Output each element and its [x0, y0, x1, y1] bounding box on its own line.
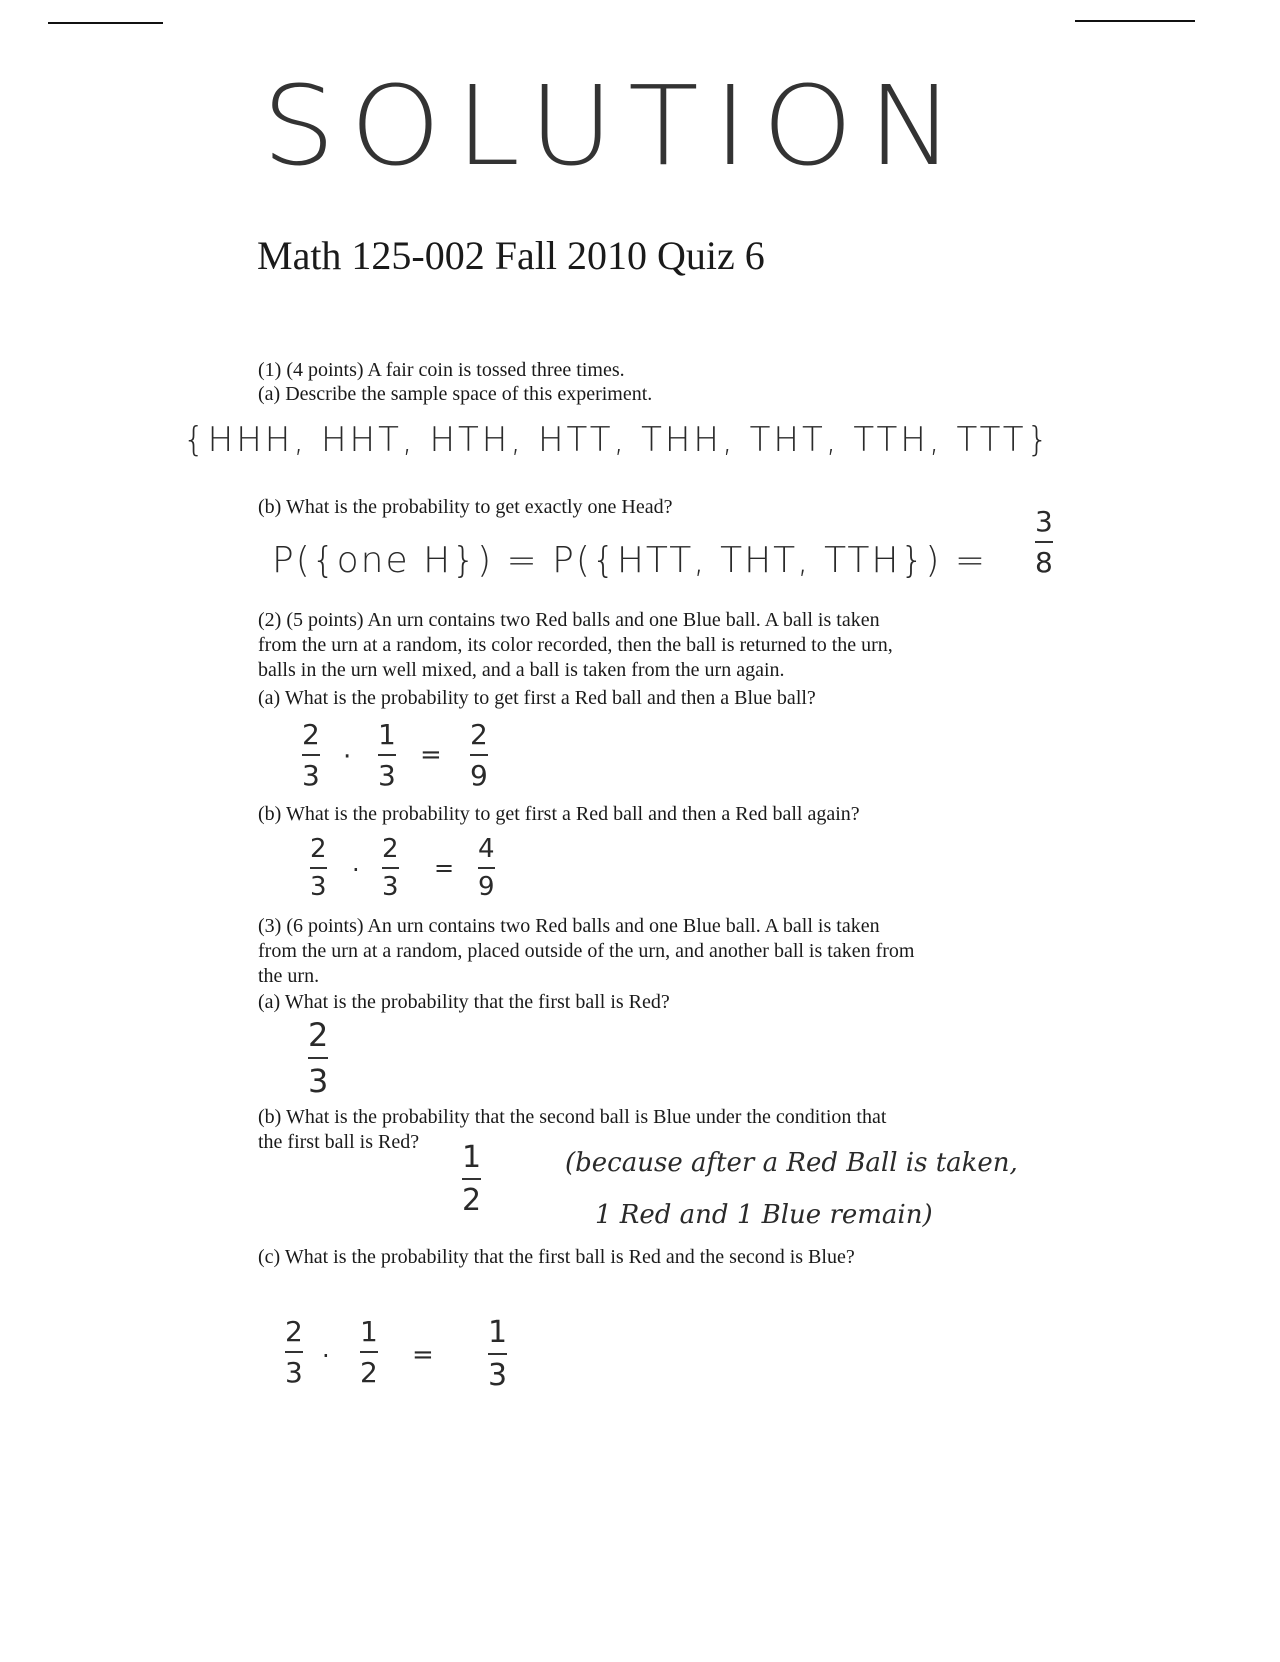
equals-sign: =	[412, 1340, 434, 1370]
equals-sign: =	[434, 854, 455, 882]
q3-text-line2: from the urn at a random, placed outside of the urn, and another ball is taken from	[258, 940, 915, 962]
numerator: 2	[382, 834, 399, 864]
q3-text-line1: (3) (6 points) An urn contains two Red balls and one Blue ball. A ball is taken	[258, 915, 880, 937]
q1a-prompt: (a) Describe the sample space of this experiment.	[258, 383, 653, 405]
fraction-bar	[302, 754, 320, 756]
fraction-bar	[1035, 541, 1053, 543]
fraction-bar	[308, 1057, 328, 1059]
denominator: 3	[308, 1062, 329, 1100]
numerator: 1	[378, 718, 396, 751]
q3b-explanation-line2: 1 Red and 1 Blue remain)	[595, 1200, 933, 1230]
denominator: 9	[478, 872, 495, 902]
q1b-den: 8	[1035, 546, 1053, 579]
q1b-answer: P({one H}) = P({HTT, THT, TTH}) =	[272, 540, 988, 581]
q3b-prompt-line1: (b) What is the probability that the second ball is Blue under the condition that	[258, 1106, 887, 1128]
q3c-fraction-2	[360, 1315, 378, 1389]
q2b-result-fraction	[478, 834, 495, 902]
fraction-bar	[462, 1178, 481, 1180]
top-left-rule	[48, 22, 163, 24]
top-right-rule	[1075, 20, 1195, 22]
q2a-result-fraction	[470, 718, 488, 792]
equals-sign: =	[420, 740, 442, 770]
q1-heading: (1) (4 points) A fair coin is tossed three times.	[258, 359, 625, 381]
q3c-fraction-1	[285, 1315, 303, 1389]
q2a-prompt: (a) What is the probability to get first a Red ball and then a Blue ball?	[258, 687, 816, 709]
q2a-fraction-1	[302, 718, 320, 792]
fraction-bar	[360, 1351, 378, 1353]
fraction-bar	[488, 1353, 507, 1355]
denominator: 3	[378, 759, 396, 792]
q3c-prompt: (c) What is the probability that the first ball is Red and the second is Blue?	[258, 1246, 855, 1268]
numerator: 2	[285, 1315, 303, 1348]
q2b-prompt: (b) What is the probability to get first a Red ball and then a Red ball again?	[258, 803, 860, 825]
fraction-bar	[310, 867, 327, 869]
q2b-fraction-2	[382, 834, 399, 902]
denominator: 3	[382, 872, 399, 902]
q2-text-line2: from the urn at a random, its color recorded, then the ball is returned to the urn,	[258, 634, 893, 656]
q3b-explanation-line1: (because after a Red Ball is taken,	[565, 1148, 1018, 1178]
q1b-num: 3	[1035, 505, 1053, 538]
numerator: 2	[302, 718, 320, 751]
numerator: 2	[470, 718, 488, 751]
multiply-dot: ·	[343, 742, 352, 772]
numerator: 2	[310, 834, 327, 864]
numerator: 1	[488, 1315, 508, 1350]
q2a-fraction-2	[378, 718, 396, 792]
denominator: 9	[470, 759, 488, 792]
q2b-fraction-1	[310, 834, 327, 902]
q1b-result-fraction	[1035, 505, 1053, 579]
denominator: 3	[285, 1356, 303, 1389]
denominator: 3	[302, 759, 320, 792]
numerator: 1	[462, 1140, 482, 1175]
q1b-prompt: (b) What is the probability to get exactly one Head?	[258, 496, 673, 518]
fraction-bar	[285, 1351, 303, 1353]
q1a-answer: {HHH, HHT, HTH, HTT, THH, THT, TTH, TTT}	[183, 420, 1052, 460]
q3a-answer-fraction	[308, 1016, 328, 1100]
fraction-bar	[382, 867, 399, 869]
denominator: 2	[462, 1183, 482, 1218]
quiz-title: Math 125-002 Fall 2010 Quiz 6	[257, 233, 765, 278]
q3c-result-fraction	[488, 1315, 507, 1393]
fraction-bar	[470, 754, 488, 756]
numerator: 4	[478, 834, 495, 864]
q3b-answer-fraction	[462, 1140, 481, 1218]
q2-text-line3: balls in the urn well mixed, and a ball is taken from the urn again.	[258, 659, 785, 681]
numerator: 1	[360, 1315, 378, 1348]
multiply-dot: ·	[322, 1342, 330, 1370]
fraction-bar	[378, 754, 396, 756]
fraction-bar	[478, 867, 495, 869]
q3b-prompt-line2: the first ball is Red?	[258, 1131, 420, 1153]
denominator: 3	[488, 1358, 508, 1393]
denominator: 2	[360, 1356, 378, 1389]
denominator: 3	[310, 872, 327, 902]
solution-heading: SOLUTION	[262, 62, 969, 190]
numerator: 2	[308, 1016, 329, 1054]
q2-text-line1: (2) (5 points) An urn contains two Red balls and one Blue ball. A ball is taken	[258, 609, 880, 631]
multiply-dot: ·	[352, 856, 360, 884]
q3-text-line3: the urn.	[258, 965, 320, 987]
q3a-prompt: (a) What is the probability that the first ball is Red?	[258, 991, 670, 1013]
